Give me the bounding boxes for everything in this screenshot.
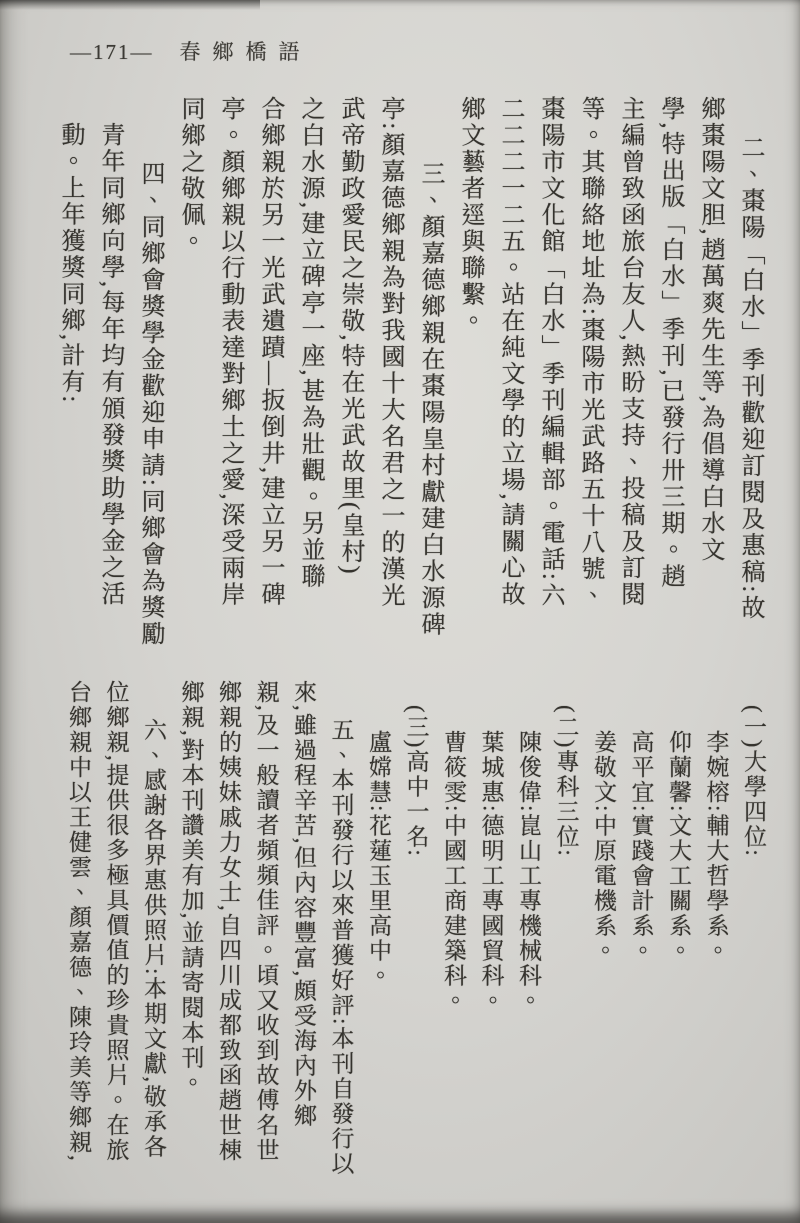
- text-column-3: 學,特出版「白水」季刊,已發行卅三期。趙: [657, 96, 683, 590]
- text-column-6: (二)專科三位:: [553, 705, 579, 858]
- text-column-11: 盧嫦慧:花蓮玉里高中。: [366, 730, 391, 989]
- text-column-13: 合鄉親於另一光武遺蹟—扳倒井,建立另一碑: [257, 96, 283, 608]
- text-column-15: 同鄉之敬佩。: [177, 96, 203, 255]
- text-column-12: 之白水源,建立碑亭一座,甚為壯觀。另並聯: [297, 96, 323, 590]
- text-column-8: 鄉文藝者逕與聯繫。: [457, 96, 483, 335]
- text-column-1: (一)大學四位:: [741, 705, 766, 858]
- text-column-5: 姜敬文:中原電機系。: [591, 730, 616, 964]
- text-column-13: 來,雖過程辛苦,但內容豐富,頗受海內外鄉: [291, 680, 316, 1129]
- text-column-3: 仰蘭馨:文大工關系。: [666, 730, 691, 964]
- text-column-11: 武帝勤政愛民之崇敬,特在光武故里(皇村): [337, 96, 363, 576]
- page-number: —171—: [70, 40, 154, 64]
- text-column-2: 李婉榕:輔大哲學系。: [703, 730, 729, 964]
- text-column-4: 主編曾致函旅台友人,熱盼支持、投稿及訂閱: [617, 96, 643, 608]
- text-column-18: 位鄉親,提供很多極具價值的珍貴照片。在旅: [103, 680, 129, 1163]
- text-column-6: 棗陽市文化館「白水」季刊編輯部。電話:六: [537, 96, 563, 609]
- lower-text-block: [58, 680, 772, 1223]
- text-column-2: 鄉棗陽文胆,趙萬爽先生等,為倡導白水文: [697, 96, 723, 564]
- text-column-14: 親,及一般讀者頻頻佳評。頃又收到故傅名世: [253, 680, 279, 1163]
- text-column-18: 動。上年獲獎同鄉,計有:: [57, 122, 83, 405]
- text-column-7: 二二二一二五。站在純文學的立場,請關心故: [497, 96, 523, 608]
- scan-edge-shadow: [0, 0, 260, 10]
- upper-text-block: [48, 96, 770, 666]
- text-column-8: 葉城惠:德明工專國貿科。: [478, 730, 504, 1014]
- text-column-12: 五、本刊發行以來普獲好評:本刊自發行以: [328, 717, 354, 1176]
- text-column-17: 青年同鄉向學,每年均有頒發獎助學金之活: [97, 122, 123, 608]
- text-column-4: 高平宜:實踐會計系。: [628, 730, 654, 964]
- text-column-9: 三、顏嘉德鄉親在棗陽皇村獻建白水源碑: [417, 161, 443, 638]
- text-column-15: 鄉親的姨妹戚力女士,自四川成都致函趙世棟: [216, 680, 241, 1163]
- text-column-10: (三)高中一名:: [403, 705, 429, 858]
- text-column-9: 曹筱雯:中國工商建築科。: [441, 730, 466, 1014]
- text-column-17: 六、感謝各界惠供照片:本期文獻,敬承各: [141, 717, 166, 1159]
- text-column-16: 四、同鄉會獎學金歡迎申請:同鄉會為獎勵: [137, 161, 163, 648]
- book-title: 春鄉橋語: [179, 40, 312, 64]
- text-column-16: 鄉親,對本刊讚美有加,並請寄閱本刊。: [178, 680, 204, 1096]
- text-column-7: 陳俊偉:崑山工專機械科。: [516, 730, 541, 1014]
- text-column-1: 二、棗陽「白水」季刊歡迎訂閱及惠稿:故: [737, 135, 763, 622]
- text-column-5: 等。其聯絡地址為:棗陽市光武路五十八號、: [577, 96, 603, 609]
- text-column-14: 亭。顏鄉親以行動表達對鄉土之愛,深受兩岸: [217, 96, 243, 608]
- page-header: [70, 36, 312, 66]
- text-column-10: 亭:顏嘉德鄉親為對我國十大名君之一的漢光: [377, 96, 403, 609]
- text-column-19: 台鄉親中以王健雲、顏嘉德、陳玲美等鄉親,: [66, 680, 91, 1163]
